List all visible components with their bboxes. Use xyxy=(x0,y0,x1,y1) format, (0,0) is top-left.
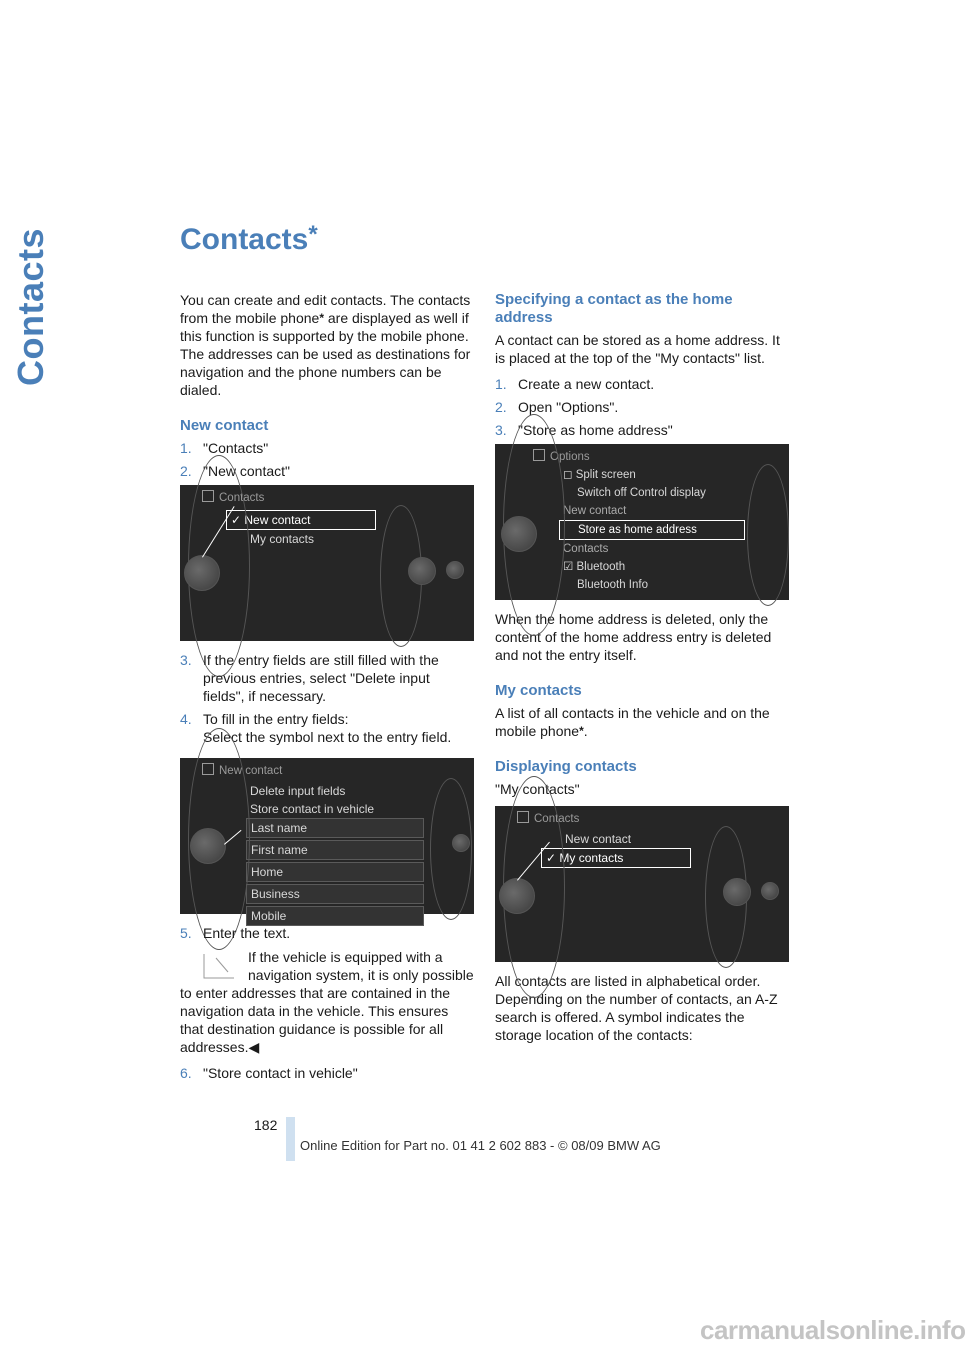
controller-knob-icon xyxy=(446,561,464,579)
my-contacts-text: A list of all contacts in the vehicle and on the mobile phone*. xyxy=(495,705,770,739)
controller-knob-icon xyxy=(408,557,436,585)
new-contact-step6 xyxy=(180,1064,474,1082)
field-last-name[interactable]: Last name xyxy=(246,818,424,838)
footer-text: Online Edition for Part no. 01 41 2 602 883 - © 08/09 BMW AG xyxy=(300,1138,661,1153)
page-number: 182 xyxy=(254,1117,278,1133)
menu-item-my-contacts[interactable]: ✓ My contacts xyxy=(541,848,691,868)
field-first-name[interactable]: First name xyxy=(246,840,424,860)
menu-item-switch-off-display[interactable]: Switch off Control display xyxy=(577,487,706,499)
menu-item-bluetooth[interactable]: ☑ Bluetooth xyxy=(563,561,626,573)
step-item: 2. "New contact" xyxy=(180,463,290,479)
menu-item-delete-input[interactable]: Delete input fields xyxy=(250,784,346,798)
menu-item-new-contact[interactable]: New contact xyxy=(565,832,632,846)
menu-item-new-contact[interactable]: ✓ New contact xyxy=(226,510,376,530)
menu-item-my-contacts[interactable]: My contacts xyxy=(250,532,315,546)
field-mobile[interactable]: Mobile xyxy=(246,906,424,926)
screen-frame-arc xyxy=(747,464,789,606)
home-address-heading: Specifying a contact as the home address xyxy=(495,291,733,326)
screenshot-contacts-menu xyxy=(180,485,474,641)
my-contacts-heading: My contacts xyxy=(495,682,582,699)
step-item: 4. To fill in the entry fields: Select the symbol next to the entry field. xyxy=(180,711,452,745)
menu-item-split-screen[interactable]: ◻ Split screen xyxy=(563,469,636,481)
page-title: Contacts* xyxy=(180,221,318,256)
displaying-step: "My contacts" xyxy=(495,781,580,797)
step-item: 3. "Store as home address" xyxy=(495,422,673,438)
field-business[interactable]: Business xyxy=(246,884,424,904)
step-item: 6. "Store contact in vehicle" xyxy=(180,1065,358,1081)
menu-item-bluetooth-info[interactable]: Bluetooth Info xyxy=(577,579,648,591)
step-item: 1. Create a new contact. xyxy=(495,376,655,392)
menu-item-contacts[interactable]: Contacts xyxy=(563,543,609,555)
screenshot-my-contacts xyxy=(495,806,789,962)
intro-paragraph: You can create and edit contacts. The contacts from the mobile phone* are displayed as well if this function is supported by the mobile phone. The addresses can be used as destinations for navigation and the phone numbers can be dialed. xyxy=(180,292,471,398)
right-column xyxy=(495,291,789,1052)
section-side-title: Contacts xyxy=(10,228,51,387)
step-item: 2. Open "Options". xyxy=(495,399,619,415)
step-item: 1. "Contacts" xyxy=(180,440,269,456)
home-address-after: When the home address is deleted, only the content of the home address entry is deleted and not the entry itself. xyxy=(495,611,772,663)
note-icon xyxy=(202,952,236,980)
watermark-logo: carmanualsonline.info xyxy=(700,1315,965,1345)
left-column xyxy=(180,291,474,1087)
field-home[interactable]: Home xyxy=(246,862,424,882)
note-text: If the vehicle is equipped with a navigation system, it is only possible to enter addresses that are contained in the navigation data in the vehicle. This ensures that destination guidance is possible for all addresses. xyxy=(180,949,474,1055)
optional-equipment-star: * xyxy=(308,221,318,248)
screenshot-options-menu xyxy=(495,444,789,600)
controller-knob-icon xyxy=(501,516,537,552)
menu-item-store-contact[interactable]: Store contact in vehicle xyxy=(250,802,375,816)
new-contact-step5 xyxy=(180,924,474,942)
controller-knob-icon xyxy=(761,882,779,900)
menu-item-store-home-address[interactable]: Store as home address xyxy=(559,520,745,540)
screen-header: Options xyxy=(533,449,590,464)
step-item: 3. If the entry fields are still filled with the previous entries, select "Delete input fields", if necessary. xyxy=(180,652,439,704)
displaying-after: All contacts are listed in alphabetical order. Depending on the number of contacts, an A-Z search is offered. A symbol indicates the storage location of the contacts: xyxy=(495,973,778,1043)
footer-bar xyxy=(286,1117,295,1161)
screen-header: New contact xyxy=(202,763,282,778)
controller-knob-icon xyxy=(184,555,220,591)
controller-knob-icon xyxy=(190,828,226,864)
note-box: If the vehicle is equipped with a navigation system, it is only possible to enter addresses that are contained in the navigation data in the vehicle. This ensures that destination guidance is possible for all addresses.◀ xyxy=(180,949,474,1055)
step-item: 5. Enter the text. xyxy=(180,925,291,941)
screen-header: Contacts xyxy=(517,811,579,826)
home-address-intro: A contact can be stored as a home address. It is placed at the top of the "My contacts" list. xyxy=(495,332,780,366)
screen-header: Contacts xyxy=(202,490,264,505)
plus-icon xyxy=(452,834,470,852)
menu-item-new-contact[interactable]: New contact xyxy=(563,505,627,517)
new-contact-heading: New contact xyxy=(180,417,269,434)
controller-knob-icon xyxy=(723,878,751,906)
controller-knob-icon xyxy=(499,878,535,914)
screenshot-new-contact xyxy=(180,758,474,923)
displaying-contacts-heading: Displaying contacts xyxy=(495,758,637,775)
